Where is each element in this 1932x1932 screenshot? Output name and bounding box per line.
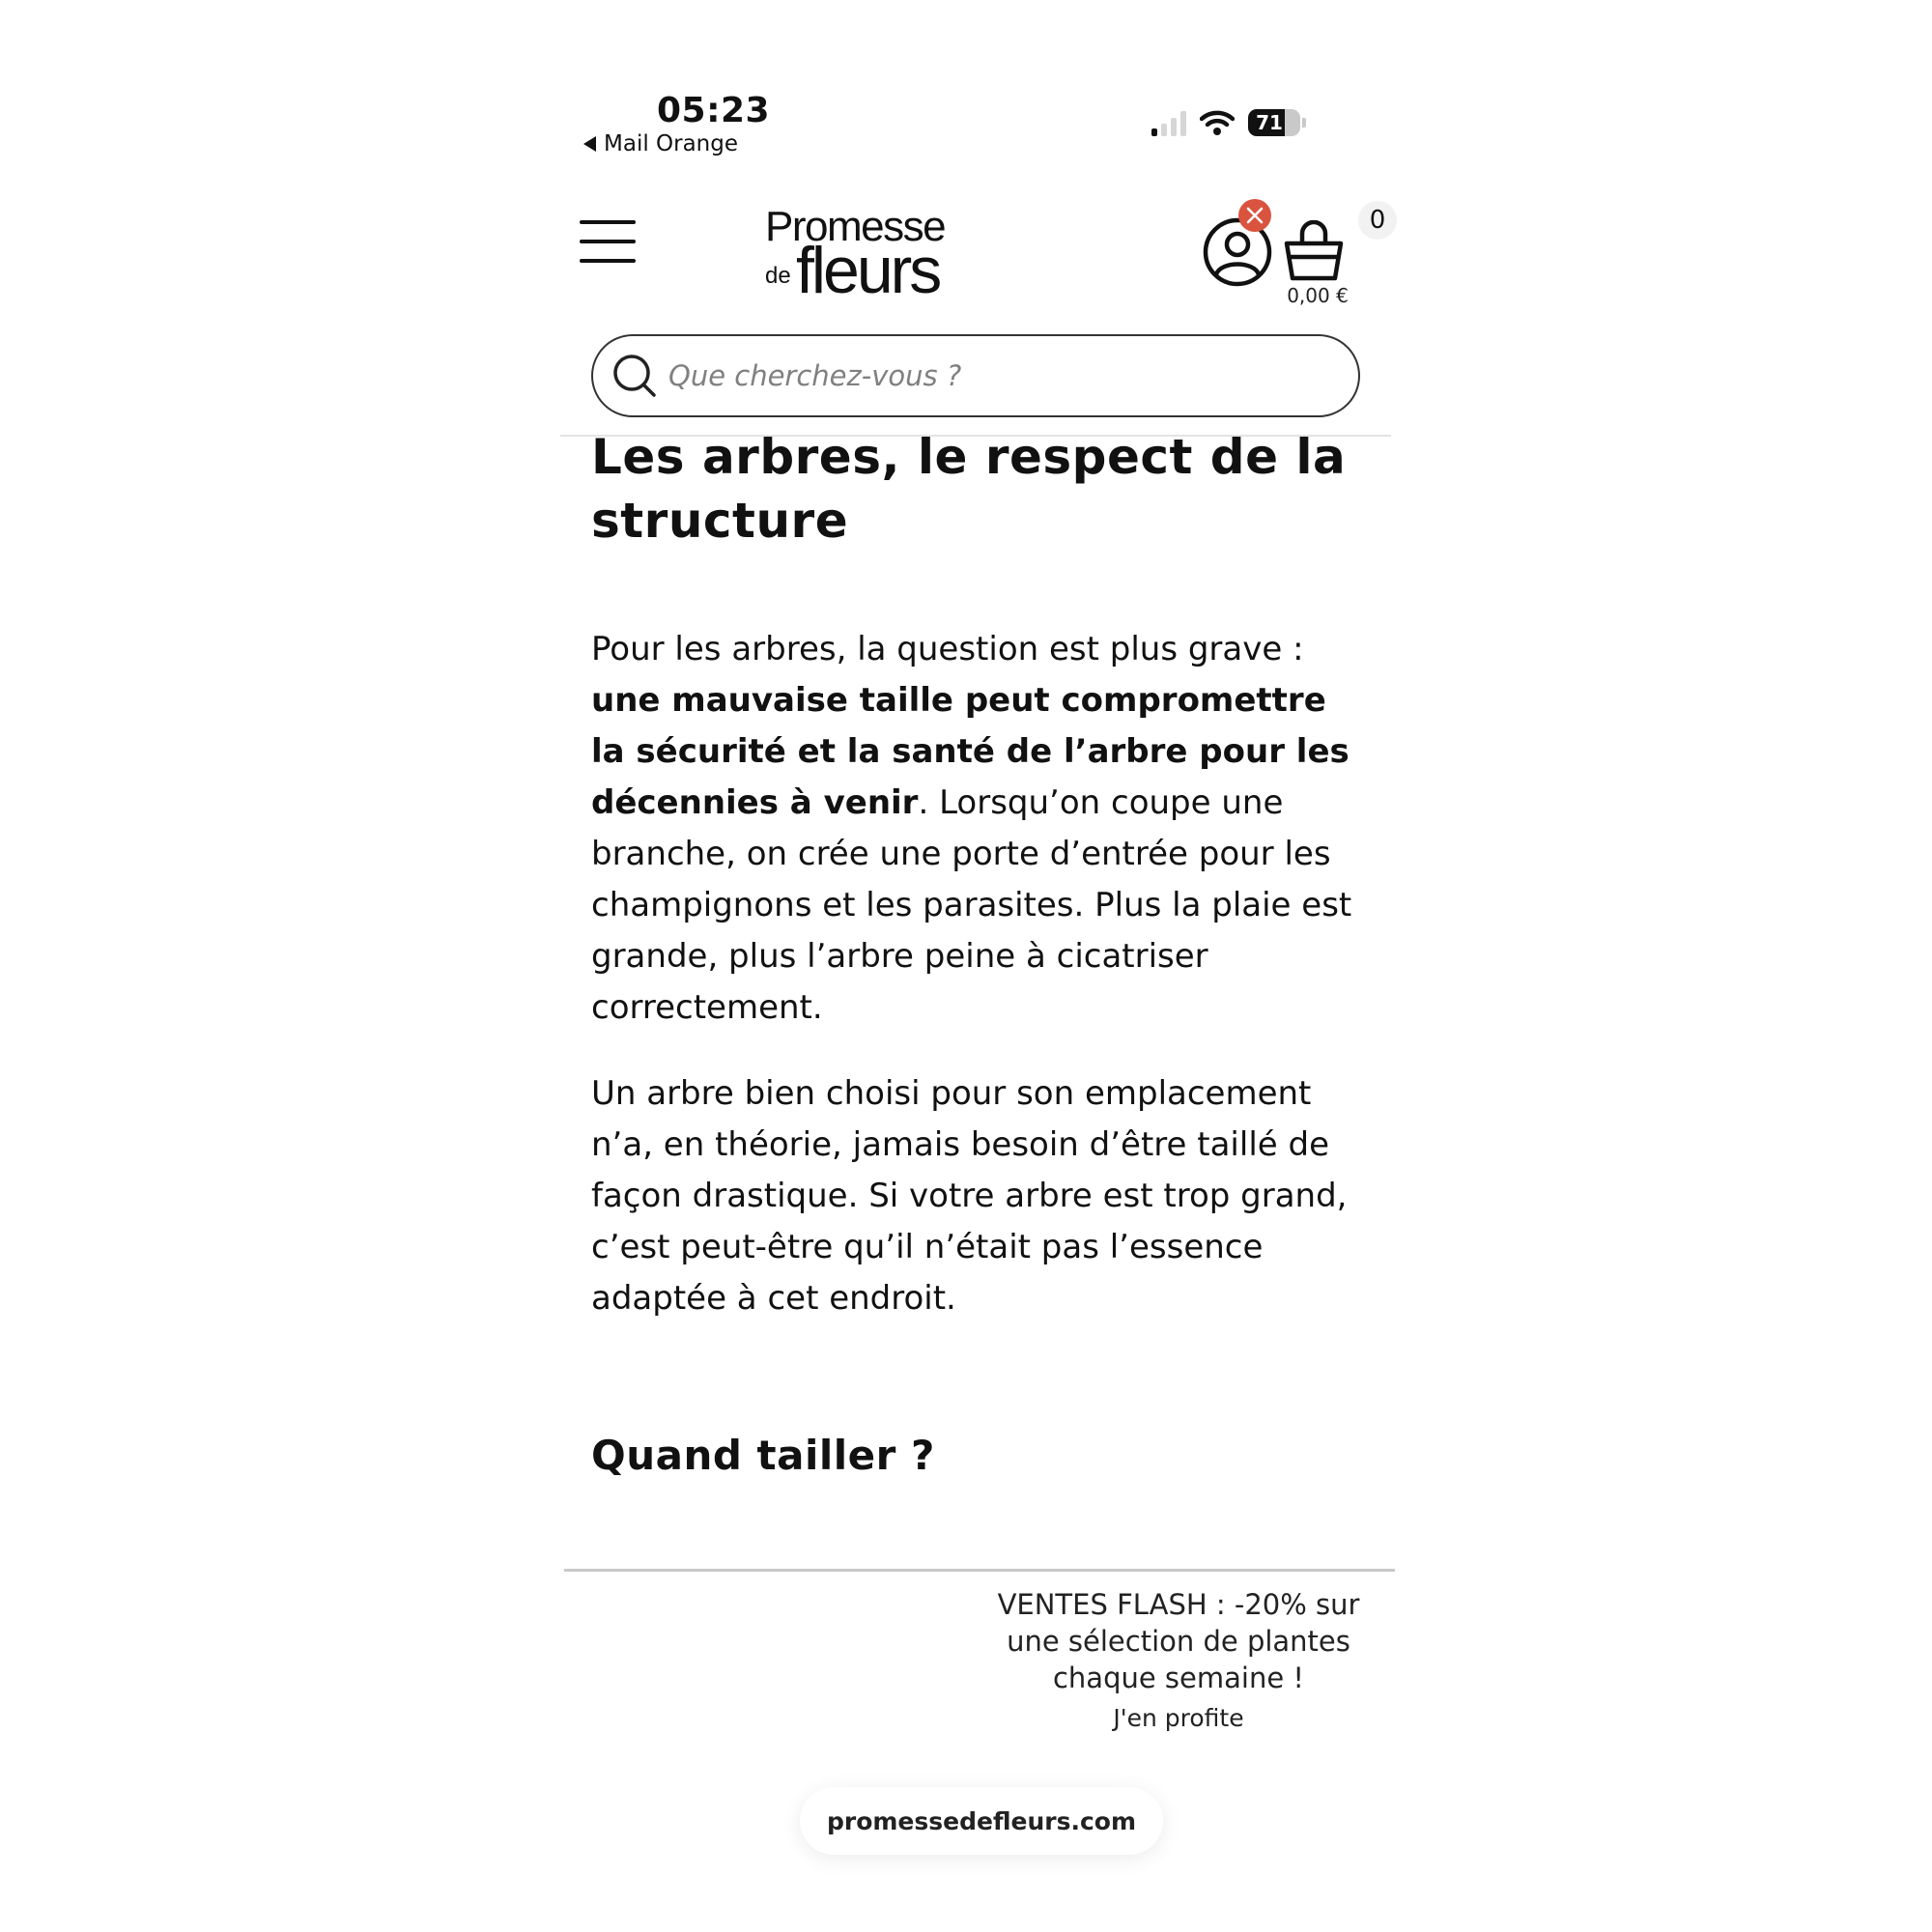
menu-bar	[580, 259, 636, 263]
battery-tip	[1302, 118, 1306, 128]
flash-sale-text: VENTES FLASH : -20% sur une sélection de plantes chaque semaine !	[997, 1588, 1360, 1694]
paragraph-emphasis: une mauvaise taille peut compromettre la sécurité et la santé de l’arbre pour les décennies à venir	[591, 681, 1350, 822]
banner-divider	[564, 1569, 1395, 1572]
article-content	[591, 425, 1364, 1479]
logo-word-de: de	[765, 263, 791, 289]
close-icon	[1246, 207, 1264, 224]
basket-icon[interactable]	[1283, 220, 1345, 282]
phone-screen	[560, 0, 1391, 1932]
article-paragraph: Un arbre bien choisi pour son emplacement n’a, en théorie, jamais besoin d’être taillé de façon drastique. Si votre arbre est trop grand, c’est peut-être qu’il n’était pas l’essence adaptée à cet endroit.	[591, 1074, 1348, 1318]
back-to-app-link[interactable]	[583, 131, 738, 156]
battery-icon	[1248, 109, 1300, 136]
menu-bar	[580, 220, 636, 224]
cart-count-badge: 0	[1358, 201, 1397, 240]
search-icon	[612, 354, 657, 398]
section-heading-when: Quand tailler ?	[591, 1432, 935, 1479]
flash-sale-banner	[976, 1586, 1381, 1732]
paragraph-rest: . Lorsqu’on coupe une branche, on crée une porte d’entrée pour les champignons et les parasites. Plus la plaie est grande, plus l’arbre peine à cicatriser correctement.	[591, 783, 1352, 1027]
status-time: 05:23	[657, 91, 771, 130]
logo-word-fleurs: fleurs	[796, 234, 940, 307]
article-paragraph	[591, 624, 1364, 1034]
back-app-label: Mail Orange	[604, 131, 739, 156]
site-logo[interactable]	[761, 203, 964, 307]
search-bar[interactable]	[591, 334, 1360, 417]
logo-word-promesse: Promesse	[765, 203, 946, 250]
menu-bar	[580, 240, 636, 243]
wifi-icon	[1200, 109, 1235, 136]
account-error-badge	[1238, 199, 1271, 232]
flash-sale-cta-link[interactable]: J'en profite	[1113, 1704, 1244, 1732]
search-input[interactable]	[667, 358, 1298, 393]
back-arrow-icon	[583, 136, 596, 152]
menu-button[interactable]	[580, 220, 636, 263]
status-indicators	[1151, 109, 1306, 136]
cart-total: 0,00 €	[1287, 284, 1349, 307]
browser-address-bar[interactable]: promessedefleurs.com	[800, 1787, 1163, 1855]
cellular-signal-icon	[1151, 109, 1186, 136]
section-heading: Les arbres, le respect de la structure	[591, 429, 1347, 549]
battery-level: 71	[1256, 111, 1283, 134]
paragraph-intro: Pour les arbres, la question est plus grave :	[591, 630, 1304, 668]
